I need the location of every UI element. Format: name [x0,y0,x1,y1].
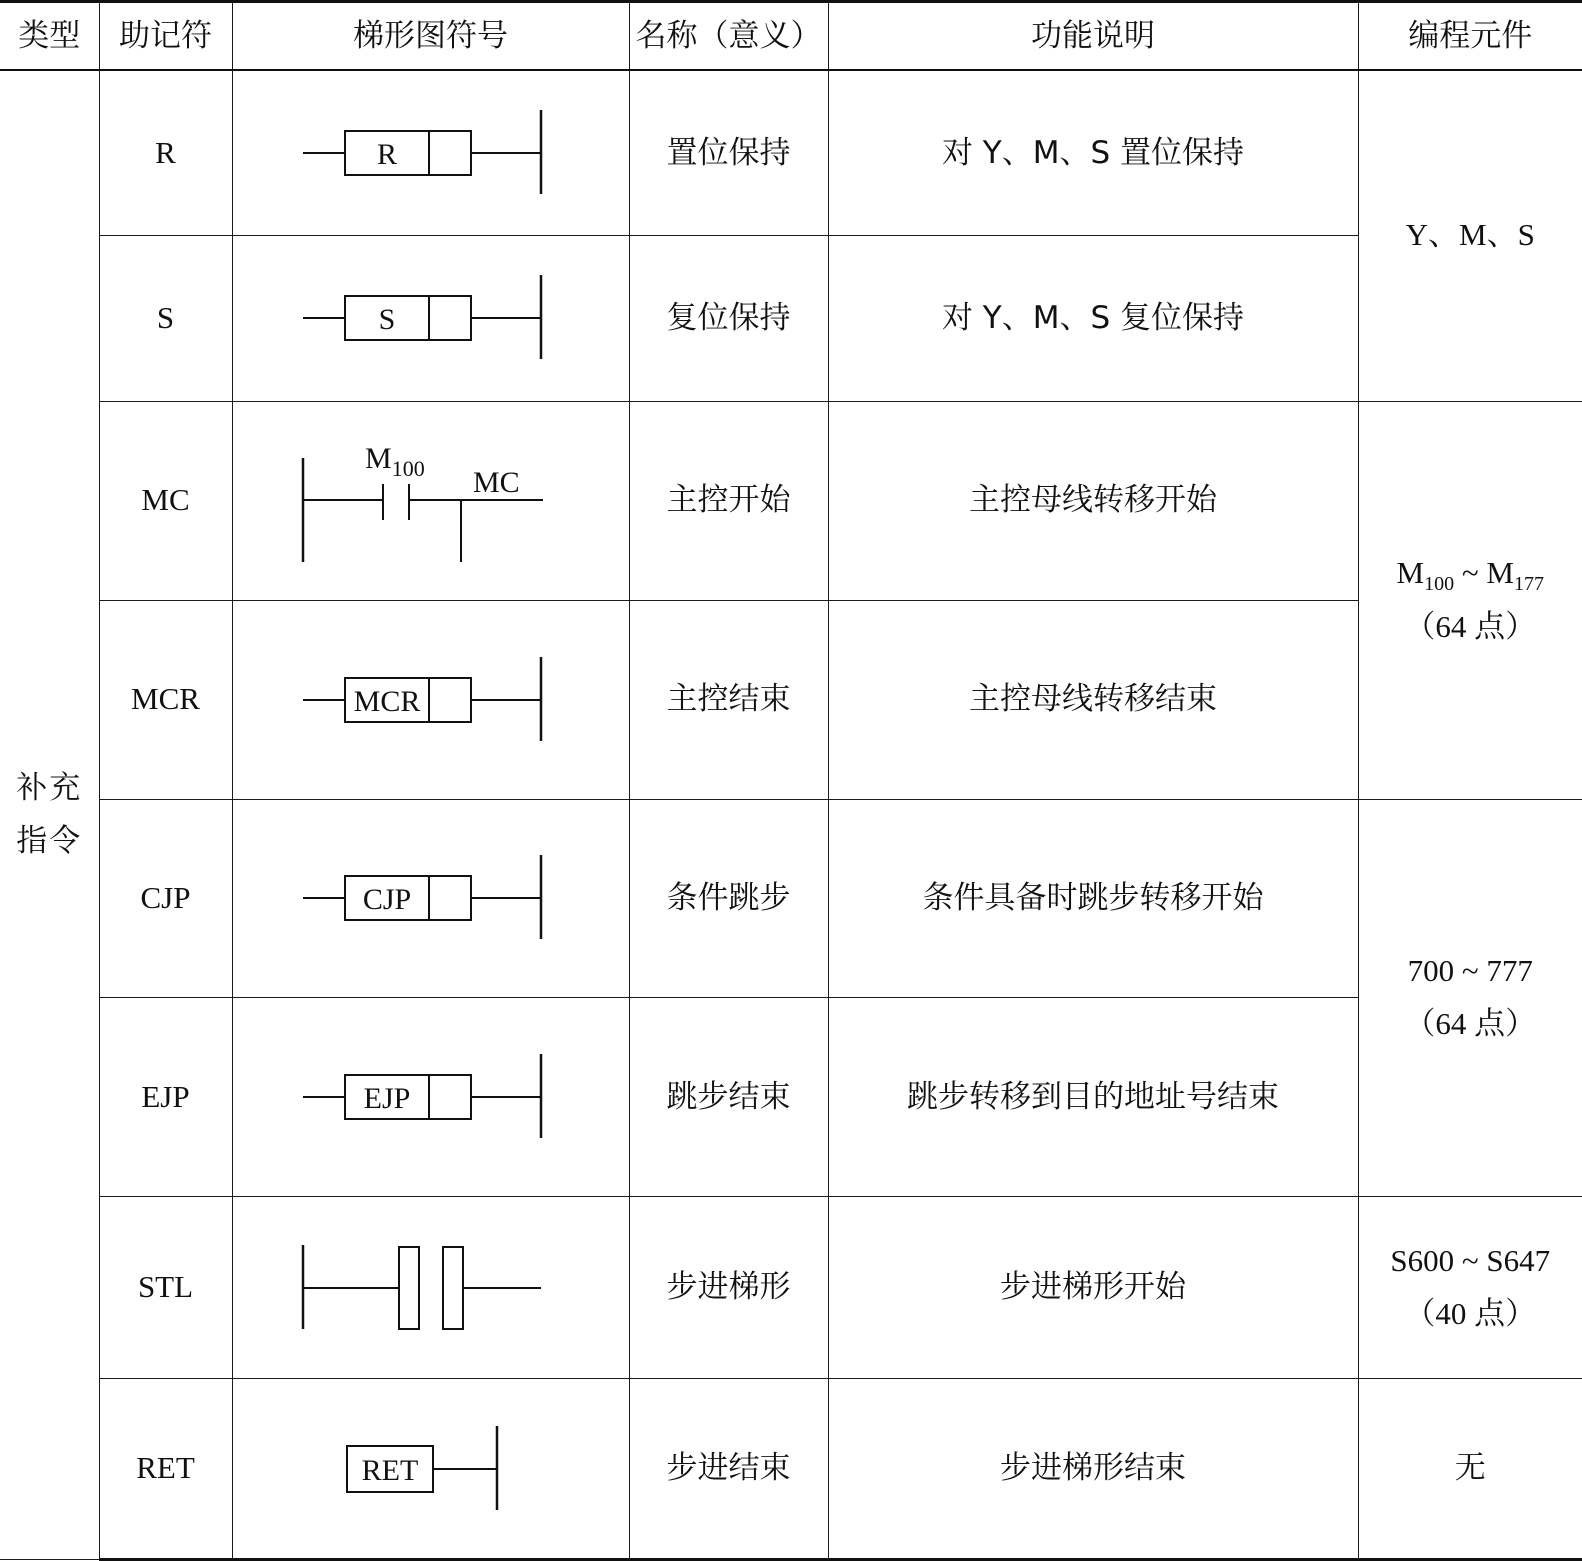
function-cell: 条件具备时跳步转移开始 [828,799,1358,998]
coil-label: MC [472,465,520,499]
function-cell: 步进梯形结束 [828,1379,1358,1560]
table-row-ejp [0,998,1582,1197]
name-cell: 步进梯形 [629,1197,828,1379]
m-count: （64 点） [1404,608,1537,644]
element-cell-ym: Y、M、S [1358,70,1582,401]
coil-box-symbol [301,108,561,198]
ladder-symbol-cell [232,236,629,402]
table-row-s [0,236,1582,402]
header-function: 功能说明 [828,2,1358,70]
s-count: （40 点） [1404,1295,1537,1331]
name-cell: 复位保持 [629,236,828,402]
ladder-symbol-cell [232,70,629,236]
mnemonic-cell: RET [99,1379,232,1560]
mnemonic-cell: EJP [99,998,232,1197]
symbol-label: MCR [353,684,420,718]
name-cell: 主控结束 [629,600,828,799]
table-row-mc [0,401,1582,600]
element-cell-m-range [1358,401,1582,799]
mnemonic-cell: MC [99,401,232,600]
master-control-symbol [301,436,561,566]
element-cell-jump-range [1358,799,1582,1197]
function-cell: 对 Y、M、S 置位保持 [828,70,1358,236]
jump-range: 700 ~ 777 [1407,953,1533,989]
ladder-symbol-cell [232,799,629,998]
step-ladder-symbol [301,1243,561,1333]
header-ladder-symbol: 梯形图符号 [232,2,629,70]
return-symbol [301,1424,561,1514]
header-name: 名称（意义） [629,2,828,70]
header-type: 类型 [0,2,99,70]
name-cell: 置位保持 [629,70,828,236]
header-element: 编程元件 [1358,2,1582,70]
symbol-label: S [378,303,395,337]
mnemonic-cell: R [99,70,232,236]
header-row [0,2,1582,70]
name-cell: 条件跳步 [629,799,828,998]
symbol-label: EJP [363,1082,410,1116]
contact-label: $M_{100}$ [364,441,425,481]
table-row-cjp [0,799,1582,998]
type-label-line2: 指令 [16,822,83,859]
ladder-symbol-cell [232,401,629,600]
s-range: S600 ~ S647 [1390,1243,1551,1279]
ladder-symbol-cell [232,600,629,799]
coil-box-symbol [301,853,561,943]
header-mnemonic: 助记符 [99,2,232,70]
name-cell: 跳步结束 [629,998,828,1197]
name-cell: 步进结束 [629,1379,828,1560]
symbol-label: R [376,137,397,171]
coil-box-symbol [301,273,561,363]
symbol-label: CJP [362,883,411,917]
type-label-line1: 补充 [16,770,83,807]
coil-box-symbol [301,655,561,745]
mnemonic-cell: CJP [99,799,232,998]
symbol-label: RET [361,1453,418,1487]
table-row-mcr [0,600,1582,799]
mnemonic-cell: STL [99,1197,232,1379]
type-cell [0,70,99,1560]
table-row-ret [0,1379,1582,1560]
mnemonic-cell: S [99,236,232,402]
table-row-r [0,70,1582,236]
element-cell-none: 无 [1358,1379,1582,1560]
function-cell: 主控母线转移结束 [828,600,1358,799]
name-cell: 主控开始 [629,401,828,600]
ladder-symbol-cell [232,1197,629,1379]
function-cell: 主控母线转移开始 [828,401,1358,600]
function-cell: 跳步转移到目的地址号结束 [828,998,1358,1197]
ladder-symbol-cell [232,998,629,1197]
ladder-symbol-cell [232,1379,629,1560]
coil-box-symbol [301,1052,561,1142]
jump-count: （64 点） [1404,1005,1537,1041]
function-cell: 步进梯形开始 [828,1197,1358,1379]
m-range: $M_{100}$ ~ $M_{177}$ [1396,554,1544,595]
mnemonic-cell: MCR [99,600,232,799]
element-cell-s-range [1358,1197,1582,1379]
table-row-stl [0,1197,1582,1379]
function-cell: 对 Y、M、S 复位保持 [828,236,1358,402]
